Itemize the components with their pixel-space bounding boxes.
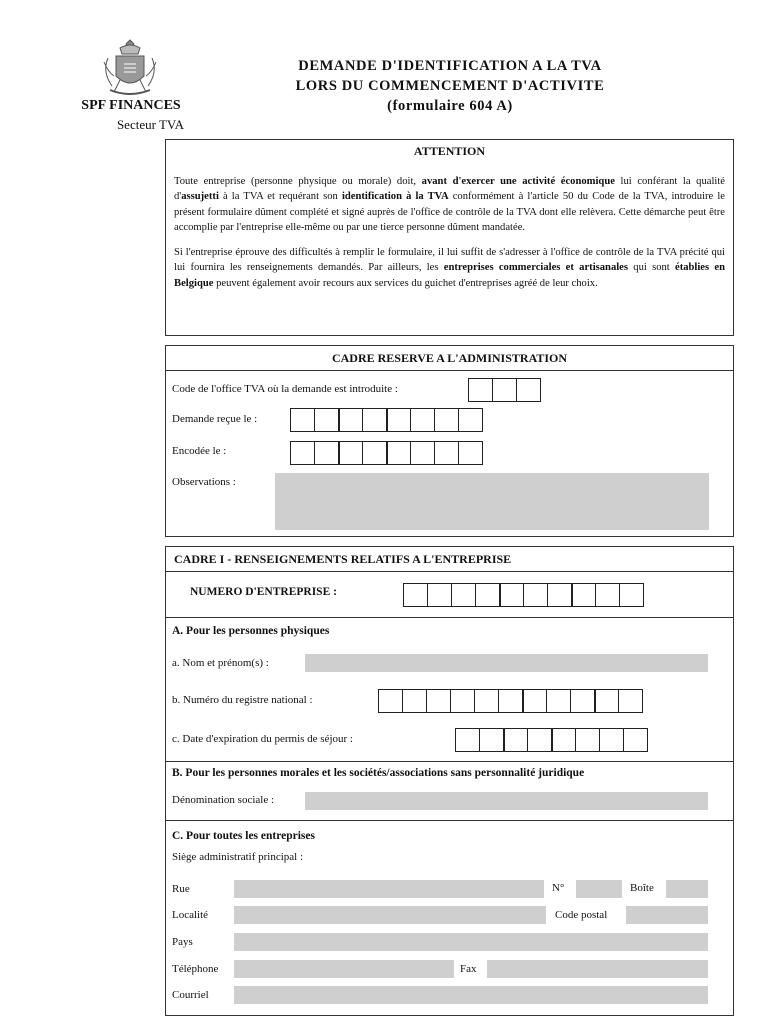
digit-cell[interactable] [403,583,428,607]
attention-paragraph-1: Toute entreprise (personne physique ou morale) doit, avant d'exercer une activité économique lui conférant la qualité d'assujetti à la TVA et requérant son identification à la TVA conformément à l'article 50 du Code de la TVA, introduire le présent formulaire dûment complété et signé auprès de l'office de contrôle de la TVA dont elle relèvera. Cette démarche peut être accomplie par l'entreprise elle-même ou par une tierce personne dûment mandatée. [174,175,726,233]
house-number-label: N° [552,882,565,894]
box-field[interactable] [666,880,708,898]
digit-cell[interactable] [378,689,403,713]
country-label: Pays [172,936,193,948]
box-label: Boîte [630,882,654,894]
attention-paragraph-2: Si l'entreprise éprouve des difficultés à remplir le formulaire, il lui suffit de s'adresser à l'office de contrôle de la TVA précité qui lui fournira les renseignements demandés. Par ailleurs, les entreprises commerciales et artisanales qui sont établies en Belgique peuvent également avoir recours aux services du guichet d'entreprises agréé de leur choix. [174,246,725,289]
digit-cell[interactable] [551,728,576,752]
company-name-label: Dénomination sociale : [172,794,275,806]
digit-cell[interactable] [522,689,547,713]
form-title [230,56,670,116]
digit-cell[interactable] [410,408,435,432]
digit-cell[interactable] [410,441,435,465]
cadre-1-heading: CADRE I - RENSEIGNEMENTS RELATIFS A L'ENTREPRISE [166,547,733,572]
national-register-label: b. Numéro du registre national : [172,694,313,706]
country-field[interactable] [234,933,708,951]
digit-cell[interactable] [290,441,315,465]
belgian-crest-icon [98,38,162,100]
digit-cell[interactable] [314,441,339,465]
digit-cell[interactable] [516,378,541,402]
office-code-label: Code de l'office TVA où la demande est introduite : [172,383,398,395]
digit-cell[interactable] [362,408,387,432]
digit-cell[interactable] [475,583,500,607]
name-field[interactable] [305,654,708,672]
digit-cell[interactable] [450,689,475,713]
digit-cell[interactable] [290,408,315,432]
email-field[interactable] [234,986,708,1004]
digit-cell[interactable] [479,728,504,752]
received-date-cells[interactable] [290,408,483,432]
phone-label: Téléphone [172,963,219,975]
postal-code-label: Code postal [555,909,608,921]
digit-cell[interactable] [314,408,339,432]
digit-cell[interactable] [527,728,552,752]
company-number-cells[interactable] [403,583,644,607]
observations-label: Observations : [172,476,236,488]
digit-cell[interactable] [451,583,476,607]
section-b-heading: B. Pour les personnes morales et les sociétés/associations sans personnalité juridique [172,767,585,779]
digit-cell[interactable] [546,689,571,713]
digit-cell[interactable] [492,378,517,402]
digit-cell[interactable] [595,583,620,607]
digit-cell[interactable] [458,441,483,465]
digit-cell[interactable] [434,408,459,432]
digit-cell[interactable] [498,689,523,713]
title-line-3: (formulaire 604 A) [387,98,513,114]
digit-cell[interactable] [468,378,493,402]
admin-frame [165,345,734,537]
digit-cell[interactable] [503,728,528,752]
encoded-date-cells[interactable] [290,441,483,465]
attention-box [165,139,734,336]
digit-cell[interactable] [570,689,595,713]
digit-cell[interactable] [547,583,572,607]
digit-cell[interactable] [575,728,600,752]
digit-cell[interactable] [338,408,363,432]
house-number-field[interactable] [576,880,622,898]
section-a-heading: A. Pour les personnes physiques [172,625,330,637]
head-office-label: Siège administratif principal : [172,851,304,863]
digit-cell[interactable] [523,583,548,607]
permit-expiry-cells[interactable] [455,728,648,752]
digit-cell[interactable] [386,408,411,432]
postal-code-field[interactable] [626,906,708,924]
encoded-date-label: Encodée le : [172,445,227,457]
national-register-cells[interactable] [378,689,643,713]
city-label: Localité [172,909,209,921]
city-field[interactable] [234,906,546,924]
digit-cell[interactable] [402,689,427,713]
digit-cell[interactable] [474,689,499,713]
digit-cell[interactable] [571,583,596,607]
admin-heading: CADRE RESERVE A L'ADMINISTRATION [166,346,733,371]
digit-cell[interactable] [338,441,363,465]
digit-cell[interactable] [386,441,411,465]
street-label: Rue [172,883,190,895]
digit-cell[interactable] [458,408,483,432]
street-field[interactable] [234,880,544,898]
title-line-2: LORS DU COMMENCEMENT D'ACTIVITE [295,78,605,94]
phone-field[interactable] [234,960,454,978]
digit-cell[interactable] [455,728,480,752]
company-name-field[interactable] [305,792,708,810]
digit-cell[interactable] [426,689,451,713]
attention-heading: ATTENTION [413,144,486,158]
observations-field[interactable] [275,473,709,530]
digit-cell[interactable] [623,728,648,752]
section-c-heading: C. Pour toutes les entreprises [172,830,315,842]
digit-cell[interactable] [619,583,644,607]
digit-cell[interactable] [427,583,452,607]
title-line-1: DEMANDE D'IDENTIFICATION A LA TVA [298,58,602,74]
digit-cell[interactable] [618,689,643,713]
digit-cell[interactable] [434,441,459,465]
name-label: a. Nom et prénom(s) : [172,657,269,669]
company-number-label: NUMERO D'ENTREPRISE : [190,586,337,598]
cadre-1-frame [165,546,734,1016]
received-date-label: Demande reçue le : [172,413,258,425]
office-code-cells[interactable] [468,378,541,402]
email-label: Courriel [172,989,209,1001]
sector-name: Secteur TVA [116,117,184,132]
fax-label: Fax [460,963,477,975]
digit-cell[interactable] [594,689,619,713]
permit-expiry-label: c. Date d'expiration du permis de séjour : [172,733,353,745]
digit-cell[interactable] [499,583,524,607]
fax-field[interactable] [487,960,708,978]
digit-cell[interactable] [362,441,387,465]
digit-cell[interactable] [599,728,624,752]
ministry-name: SPF FINANCES [81,98,181,113]
